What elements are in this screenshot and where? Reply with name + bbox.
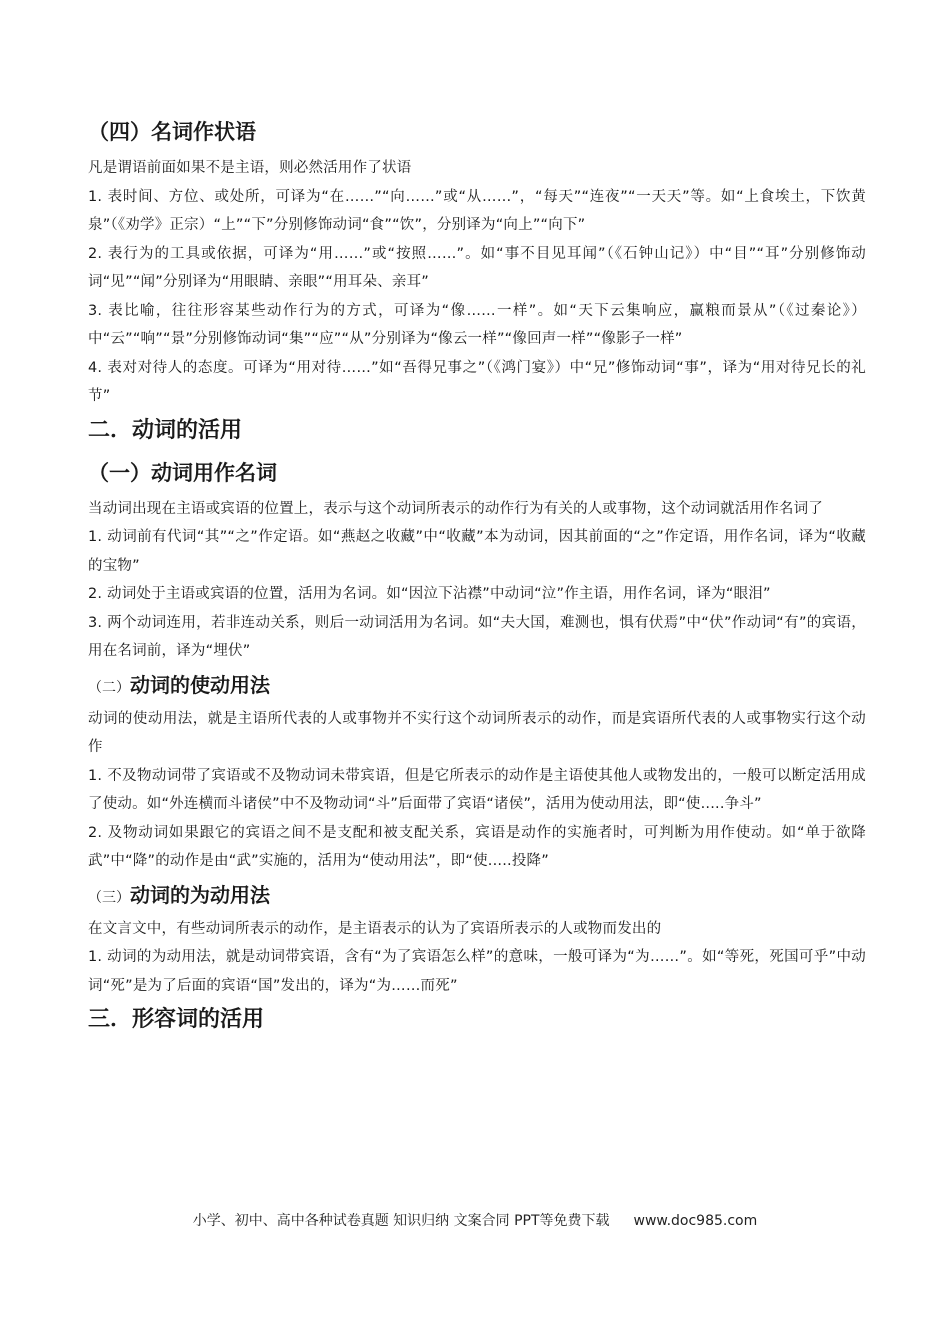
list-item: 2. 及物动词如果跟它的宾语之间不是支配和被支配关系，宾语是动作的实施者时，可判断为用作使动。如“单于欲降武”中“降”的动作是由“武”实施的，活用为“使动用法”，即“使.....投降” (88, 824, 866, 869)
chapter-heading-verb-usage: 二．动词的活用 (88, 417, 243, 443)
section-intro: 凡是谓语前面如果不是主语，则必然活用作了状语 (88, 160, 412, 176)
list-item: 1. 动词的为动用法，就是动词带宾语，含有“为了宾语怎么样”的意味，一般可译为“为……”。如“等死，死国可乎”中动词“死”是为了后面的宾语“国”发出的，译为“为……而死” (88, 949, 866, 994)
list-item: 2. 表行为的工具或依据，可译为“用……”或“按照……”。如“事不目见耳闻”（《石钟山记》）中“目”“耳”分别修饰动词“见”“闻”分别译为“用眼睛、亲眼”“用耳朵、亲耳” (88, 245, 866, 290)
section-intro: 动词的使动用法，就是主语所代表的人或事物并不实行这个动词所表示的动作，而是宾语所代表的人或事物实行这个动作 (88, 710, 866, 755)
chapter-heading-adjective-usage: 三．形容词的活用 (88, 1007, 265, 1032)
section-heading-benefactive (88, 878, 866, 915)
section-title: 动词的为动用法 (130, 882, 270, 907)
list-item: 2. 动词处于主语或宾语的位置，活用为名词。如“因泣下沾襟”中动词“泣”作主语，用作名词，译为“眼泪” (88, 586, 771, 602)
list-item: 4. 表对对待人的态度。可译为“用对待……”如“吾得兄事之”（《鸿门宴》）中“兄”修饰动词“事”，译为“用对待兄长的礼节” (88, 359, 866, 404)
section-heading-causative (88, 668, 866, 705)
list-item: 1. 不及物动词带了宾语或不及物动词未带宾语，但是它所表示的动作是主语使其他人或物发出的，一般可以断定活用成了使动。如“外连横而斗诸侯”中不及物动词“斗”后面带了宾语“诸侯”，活用为使动用法，即“使.....争斗” (88, 767, 866, 812)
list-item: 3. 表比喻，往往形容某些动作行为的方式，可译为“像……一样”。如“天下云集响应，赢粮而景从”（《过秦论》）中“云”“响”“景”分别修饰动词“集”“应”“从”分别译为“像云一样”“像回声一样”“像影子一样” (88, 302, 866, 347)
section-number: （三） (88, 889, 130, 906)
footer-text: 小学、初中、高中各种试卷真题 知识归纳 文案合同 PPT等免费下载 (192, 1213, 610, 1229)
list-item: 1. 动词前有代词“其”“之”作定语。如“燕赵之收藏”中“收藏”本为动词，因其前面的“之”作定语，用作名词，译为“收藏的宝物” (88, 529, 866, 574)
document-body (88, 110, 866, 1040)
footer-site-link[interactable]: www.doc985.com (633, 1213, 758, 1229)
page-footer (0, 1210, 950, 1230)
section-heading-noun-as-adverbial: （四）名词作状语 (88, 120, 256, 144)
section-intro: 在文言文中，有些动词所表示的动作，是主语表示的认为了宾语所表示的人或物而发出的 (88, 920, 662, 937)
section-number: （二） (88, 679, 130, 696)
list-item: 3. 两个动词连用，若非连动关系，则后一动词活用为名词。如“夫大国，难测也，惧有伏焉”中“伏”作动词“有”的宾语，用在名词前，译为“埋伏” (88, 614, 866, 659)
section-heading-verb-as-noun: （一）动词用作名词 (88, 460, 277, 485)
list-item: 1. 表时间、方位、或处所，可译为“在……”“向……”或“从……”，“每天”“连夜”“一天天”等。如“上食埃土，下饮黄泉”（《劝学》正宗）“上”“下”分别修饰动词“食”“饮”，分别译为“向上”“向下” (88, 188, 866, 233)
section-title: 动词的使动用法 (130, 672, 270, 697)
section-intro: 当动词出现在主语或宾语的位置上，表示与这个动词所表示的动作行为有关的人或事物，这个动词就活用作名词了 (88, 500, 823, 517)
